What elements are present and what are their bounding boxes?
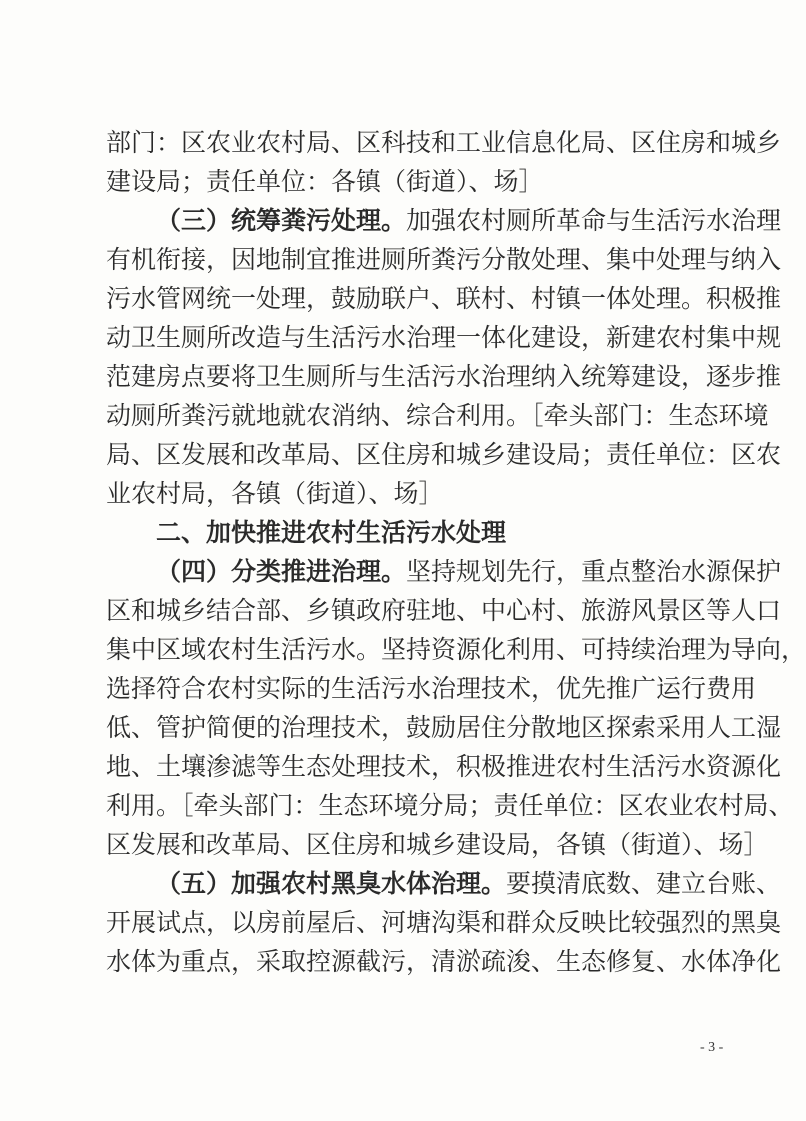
text-line: 污水管网统一处理，鼓励联户、联村、村镇一体处理。积极推 <box>106 284 782 313</box>
text-line: 区发展和改革局、区住房和城乡建设局，各镇（街道）、场］ <box>106 830 769 859</box>
chapter-heading: 二、加快推进农村生活污水处理 <box>156 518 507 547</box>
text-line: 区和城乡结合部、乡镇政府驻地、中心村、旅游风景区等人口 <box>106 596 782 625</box>
section-3-heading: （三）统筹粪污处理。 <box>156 206 407 235</box>
text-segment: 坚持规划先行，重点整治水源保护 <box>406 557 782 586</box>
document-body <box>106 123 806 981</box>
text-segment: 要摸清底数、建立台账、 <box>506 869 782 898</box>
text-line: 利用。［牵头部门：生态环境分局；责任单位：区农业农村局、 <box>106 791 794 820</box>
text-line: 动卫生厕所改造与生活污水治理一体化建设，新建农村集中规 <box>106 323 782 352</box>
text-line: 选择符合农村实际的生活污水治理技术，优先推广运行费用 <box>106 674 757 703</box>
text-line: 部门：区农业农村局、区科技和工业信息化局、区住房和城乡 <box>106 128 782 157</box>
text-line: 集中区域农村生活污水。坚持资源化利用、可持续治理为导向， <box>106 635 806 664</box>
section-4-heading: （四）分类推进治理。 <box>156 557 407 586</box>
page-number: - 3 - <box>700 1040 724 1055</box>
text-line: 局、区发展和改革局、区住房和城乡建设局；责任单位：区农 <box>106 440 782 469</box>
section-5-first-line <box>106 864 782 903</box>
text-line: 有机衔接，因地制宜推进厕所粪污分散处理、集中处理与纳入 <box>106 245 782 274</box>
section-3-first-line <box>106 201 782 240</box>
text-line: 建设局；责任单位：各镇（街道）、场］ <box>106 167 544 196</box>
text-segment: 加强农村厕所革命与生活污水治理 <box>406 206 782 235</box>
text-line: 动厕所粪污就地就农消纳、综合利用。［牵头部门：生态环境 <box>106 401 769 430</box>
text-line: 业农村局，各镇（街道）、场］ <box>106 479 444 508</box>
text-line: 低、管护简便的治理技术，鼓励居住分散地区探索采用人工湿 <box>106 713 782 742</box>
text-line: 范建房点要将卫生厕所与生活污水治理纳入统筹建设，逐步推 <box>106 362 782 391</box>
text-line: 地、土壤渗滤等生态处理技术，积极推进农村生活污水资源化 <box>106 752 782 781</box>
text-line: 开展试点，以房前屋后、河塘沟渠和群众反映比较强烈的黑臭 <box>106 908 782 937</box>
section-4-first-line <box>106 552 782 591</box>
section-5-heading: （五）加强农村黑臭水体治理。 <box>156 869 507 898</box>
text-line: 水体为重点，采取控源截污，清淤疏浚、生态修复、水体净化 <box>106 947 782 976</box>
